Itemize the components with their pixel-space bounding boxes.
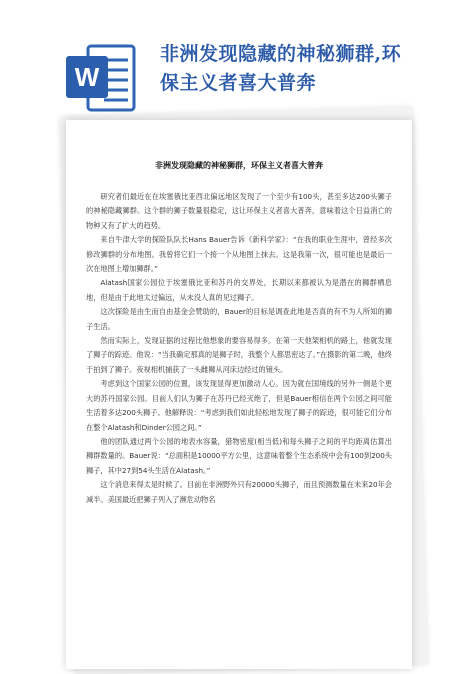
word-document-icon <box>64 42 140 114</box>
page-title-line-1: 非洲发现隐藏的神秘狮群,环 <box>160 43 402 65</box>
paragraph: 研究者们最近在在埃塞俄比亚西北偏远地区发现了一个至少有100头，甚至多达200头狮子的神秘隐藏狮群。这个群的狮子数量很稳定，这让环保主义者喜大普奔，意味着这个日益消亡的物种又有了扩大的趋势。 <box>86 192 392 230</box>
paragraph: 考虑到这个国家公园的位置，该发现显得更加激动人心。因为就在国境线的另外一侧是个更大的苏丹国家公园。目前人们认为狮子在苏丹已经灭绝了，但是Bauer相信在两个公园之间可能生活着多达200头狮子。他解释说：“考虑到我们如此轻松地发现了狮子的踪迹，很可能它们分布在整个Alatash和Dinder公园之间。” <box>86 379 392 432</box>
paragraph: 来自牛津大学的探险队队长Hans Bauer告诉《新科学家》：“在我的职业生涯中，曾经多次修改狮群的分布地图。我曾将它们一个接一个从地图上抹去。这是我第一次，很可能也是最后一次在地图上增加狮群。” <box>86 235 392 274</box>
page-title-line-2: 保主义者喜大普奔 <box>160 72 317 94</box>
paragraph: Alatash国家公园位于埃塞俄比亚和苏丹的交界处，长期以来都被认为是潜在的狮群栖息地，但是由于此地太过偏远，从未没人真的见过狮子。 <box>86 278 392 302</box>
page-header <box>0 0 474 118</box>
paragraph: 这个消息来得太是时候了。目前在非洲野外只有20000头狮子，而且预测数量在未来20年会减半。美国最近把狮子列入了濒危动物名 <box>86 480 392 504</box>
document-body <box>86 190 392 507</box>
word-icon-letter: W <box>74 62 100 92</box>
paragraph: 这次探险是由生而自由基金会赞助的，Bauer的目标是调查此地是否真的有不为人所知的狮子生活。 <box>86 307 392 331</box>
paragraph: 然而实际上，发现证据的过程比他想象的要容易得多。在第一天他架相机的路上，他就发现了狮子的踪迹。他说：“当我确定那真的是狮子时，我整个人都思密达了。”在摄影的第二晚，他终于拍到了狮子。夜视相机捕获了一头雌狮从河床边经过的镜头。 <box>86 336 392 374</box>
page-title <box>160 40 460 98</box>
paragraph: 他的团队通过两个公园的地表水容量，猎物密度(相当低)和每头狮子之间的平均距离估算出狮群数量的。Bauer说：“总面积是10000平方公里，这意味着整个生态系统中会有100到200头狮子，其中27到54头生活在Alatash。” <box>86 436 392 475</box>
document-title: 非洲发现隐藏的神秘狮群，环保主义者喜大普奔 <box>155 161 323 170</box>
document-page <box>66 120 412 669</box>
